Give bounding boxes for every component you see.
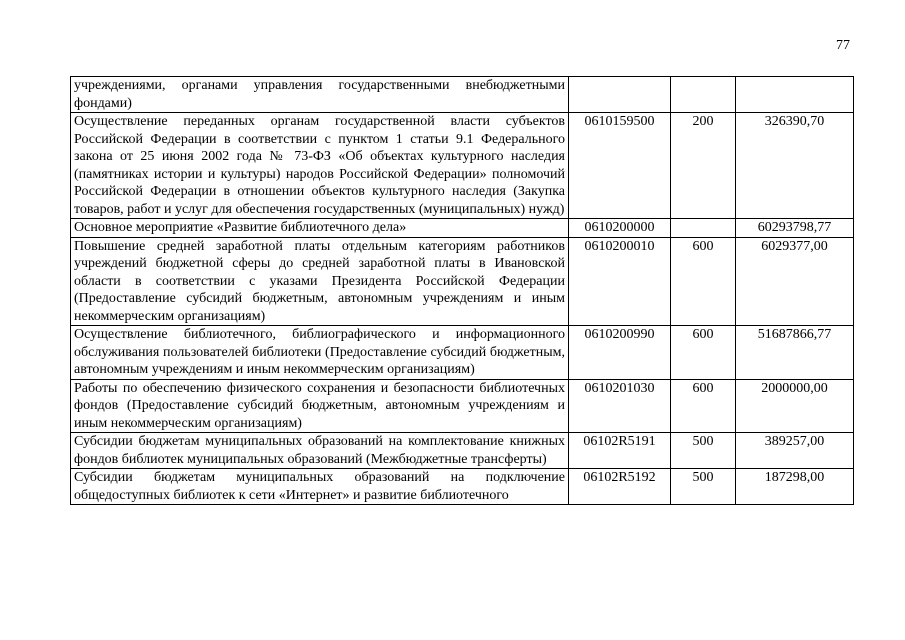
row-description: Основное мероприятие «Развитие библиотечного дела» xyxy=(71,219,569,238)
budget-table xyxy=(70,76,854,505)
row-expense-type: 600 xyxy=(671,379,736,433)
table-row xyxy=(71,113,854,219)
row-description: учреждениями, органами управления государственными внебюджетными фондами) xyxy=(71,77,569,113)
row-target-code: 0610200990 xyxy=(569,326,671,380)
row-description: Осуществление переданных органам государственной власти субъектов Российской Федерации в соответствии с пунктом 1 статьи 9.1 Федерального закона от 25 июня 2002 года № 73-ФЗ «Об объектах культурного наследия (памятниках истории и культуры) народов Российской Федерации» полномочий Российской Федерации в отношении объектов культурного наследия (Закупка товаров, работ и услуг для обеспечения государственных (муниципальных) нужд) xyxy=(71,113,569,219)
row-target-code: 0610201030 xyxy=(569,379,671,433)
row-target-code: 0610200010 xyxy=(569,237,671,326)
row-target-code: 0610159500 xyxy=(569,113,671,219)
table-row xyxy=(71,77,854,113)
row-target-code: 06102R5191 xyxy=(569,433,671,469)
row-expense-type: 600 xyxy=(671,237,736,326)
row-description: Осуществление библиотечного, библиографического и информационного обслуживания пользователей библиотеки (Предоставление субсидий бюджетным, автономным учреждениям и иным некоммерческим организациям) xyxy=(71,326,569,380)
table-row xyxy=(71,379,854,433)
row-expense-type xyxy=(671,219,736,238)
row-expense-type: 600 xyxy=(671,326,736,380)
row-amount: 187298,00 xyxy=(736,469,854,505)
row-description: Работы по обеспечению физического сохранения и безопасности библиотечных фондов (Предоставление субсидий бюджетным, автономным учреждениям и иным некоммерческим организациям) xyxy=(71,379,569,433)
row-amount: 2000000,00 xyxy=(736,379,854,433)
row-expense-type: 500 xyxy=(671,469,736,505)
row-amount: 389257,00 xyxy=(736,433,854,469)
row-expense-type: 200 xyxy=(671,113,736,219)
row-description: Субсидии бюджетам муниципальных образований на подключение общедоступных библиотек к сети «Интернет» и развитие библиотечного xyxy=(71,469,569,505)
page-number: 77 xyxy=(836,38,850,53)
row-target-code: 06102R5192 xyxy=(569,469,671,505)
row-description: Повышение средней заработной платы отдельным категориям работников учреждений бюджетной сферы до средней заработной платы в Ивановской области в соответствии с указами Президента Российской Федерации (Предоставление субсидий бюджетным, автономным учреждениям и иным некоммерческим организациям) xyxy=(71,237,569,326)
row-amount: 60293798,77 xyxy=(736,219,854,238)
row-expense-type xyxy=(671,77,736,113)
table-row xyxy=(71,219,854,238)
table-row xyxy=(71,237,854,326)
row-target-code: 0610200000 xyxy=(569,219,671,238)
table-row xyxy=(71,326,854,380)
row-target-code xyxy=(569,77,671,113)
row-expense-type: 500 xyxy=(671,433,736,469)
row-description: Субсидии бюджетам муниципальных образований на комплектование книжных фондов библиотек муниципальных образований (Межбюджетные трансферты) xyxy=(71,433,569,469)
table-row xyxy=(71,469,854,505)
row-amount xyxy=(736,77,854,113)
table-row xyxy=(71,433,854,469)
row-amount: 326390,70 xyxy=(736,113,854,219)
row-amount: 51687866,77 xyxy=(736,326,854,380)
row-amount: 6029377,00 xyxy=(736,237,854,326)
